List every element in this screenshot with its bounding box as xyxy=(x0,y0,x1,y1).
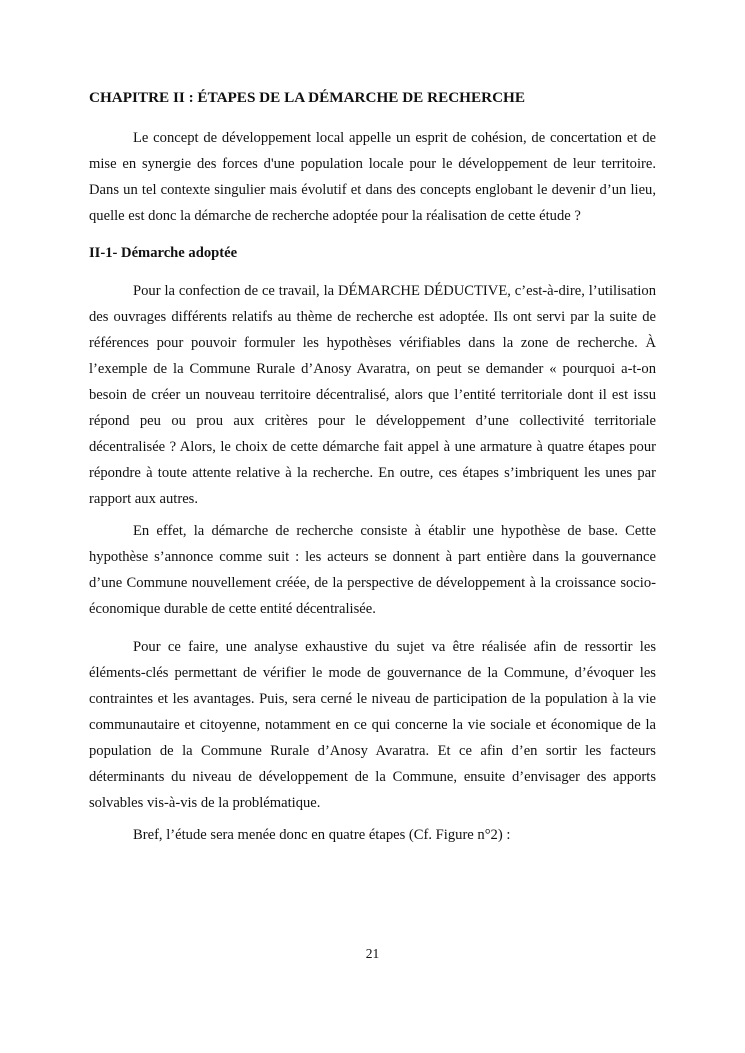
paragraph-summary: Bref, l’étude sera menée donc en quatre étapes (Cf. Figure n°2) : xyxy=(133,827,511,843)
paragraph-analysis: Pour ce faire, une analyse exhaustive du sujet va être réalisée afin de ressortir les éléments-clés permettant de vérifier le mode de gouvernance de la Commune, d’évoquer les contraintes et les avantages. Puis, sera cerné le niveau de participation de la population à la vie communautaire et citoyenne, notamment en ce qui concerne la vie sociale et économique de la population de la Commune Rurale d’Anosy Avaratra. Et ce afin d’en sortir les facteurs déterminants du niveau de développement de la Commune, ensuite d’envisager des apports solvables vis-à-vis de la problématique. xyxy=(89,639,656,811)
chapter-title: CHAPITRE II : ÉTAPES DE LA DÉMARCHE DE RECHERCHE xyxy=(89,89,525,106)
paragraph-hypothesis: En effet, la démarche de recherche consiste à établir une hypothèse de base. Cette hypothèse s’annonce comme suit : les acteurs se donnent à part entière dans la gouvernance d’une Commune nouvellement créée, de la perspective de développement à la croissance socio-économique durable de cette entité décentralisée. xyxy=(89,523,656,617)
page-number: 21 xyxy=(365,946,380,961)
paragraph-deductive-approach: Pour la confection de ce travail, la DÉMARCHE DÉDUCTIVE, c’est-à-dire, l’utilisation des ouvrages différents relatifs au thème de recherche est adoptée. Ils ont servi par la suite de références pour pouvoir formuler les hypothèses vérifiables dans la zone de recherche. À l’exemple de la Commune Rurale d’Anosy Avaratra, on peut se demander « pourquoi a-t-on besoin de créer un nouveau territoire décentralisé, alors que l’entité territoriale dont il est issu répond peu ou prou aux critères pour le développement d’une collectivité territoriale décentralisée ? Alors, le choix de cette démarche fait appel à une armature à quatre étapes pour répondre à toute attente relative à la recherche. En outre, ces étapes s’imbriquent les unes par rapport aux autres. xyxy=(89,283,656,507)
section-title: II-1- Démarche adoptée xyxy=(89,245,238,261)
page-content xyxy=(89,86,656,848)
intro-paragraph: Le concept de développement local appelle un esprit de cohésion, de concertation et de mise en synergie des forces d'une population locale pour le développement de leur territoire. Dans un tel contexte singulier mais évolutif et dans des concepts englobant le devenir d’un lieu, quelle est donc la démarche de recherche adoptée pour la réalisation de cette étude ? xyxy=(89,130,656,224)
